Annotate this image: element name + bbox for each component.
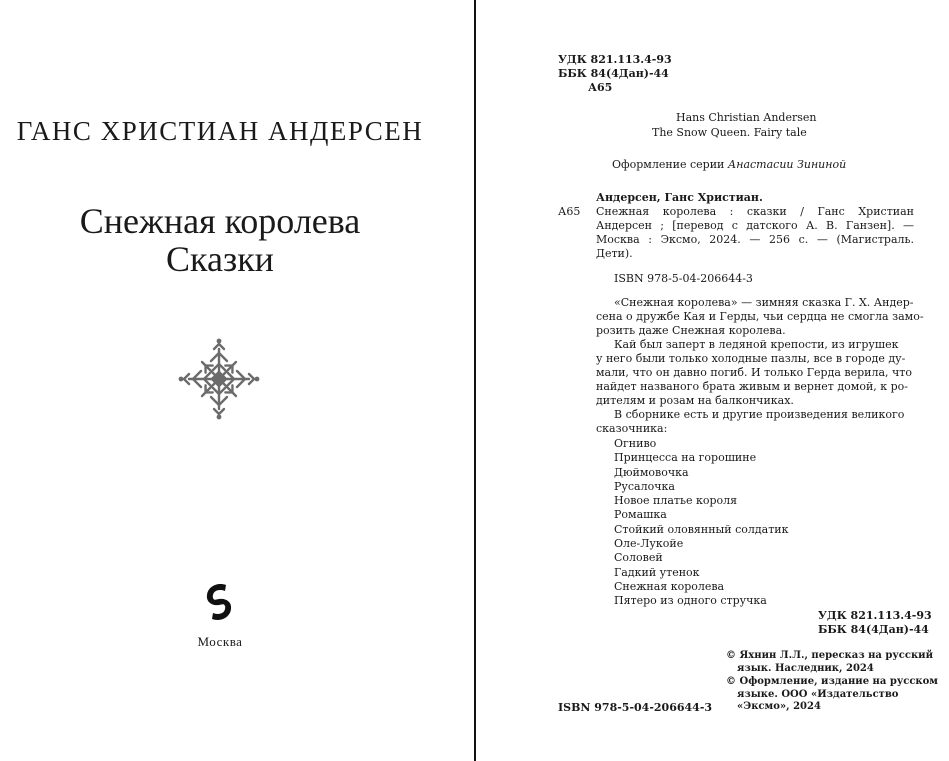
list-item: Стойкий оловянный солдатик [614, 522, 789, 536]
book-title [0, 202, 440, 278]
bbk-code: ББК 84(4Дан)-44 [558, 67, 669, 80]
bib-line-2: Андерсен ; [перевод с датского А. В. Ганзен]. — [596, 219, 914, 232]
list-item: Принцесса на горошине [614, 451, 757, 465]
list-item: Пятеро из одного стручка [614, 594, 767, 608]
series-design-credit [612, 158, 846, 172]
annotation-p2-l1: Кай был заперт в ледяной крепости, из игрушек [614, 338, 899, 351]
annotation-p2-l5: дителям и розам на балкончиках. [596, 394, 794, 407]
series-design-label: Оформление серии [612, 158, 725, 171]
right-page [476, 0, 949, 761]
list-item: Дюймовочка [614, 465, 689, 479]
author-mark: А65 [588, 81, 613, 94]
title-line-2: Сказки [166, 239, 274, 279]
author-mark-2: А65 [558, 205, 581, 218]
original-title: The Snow Queen. Fairy tale [652, 126, 807, 139]
title-line-1: Снежная королева [79, 201, 361, 241]
snowflake-icon [177, 337, 261, 421]
list-item: Новое платье короля [614, 494, 738, 508]
annotation-p2-l4: найдет названого брата живым и вернет домой, к ро- [596, 380, 909, 393]
book-author: ГАНС ХРИСТИАН АНДЕРСЕН [16, 116, 424, 146]
annotation-p3-l2: сказочника: [596, 422, 668, 435]
series-designer: Анастасии Зининой [727, 158, 847, 171]
annotation-p1-l3: розить даже Снежная королева. [596, 324, 786, 337]
bib-line-3: Москва : Эксмо, 2024. — 256 с. — (Магистраль. [596, 233, 914, 246]
left-page [0, 0, 474, 761]
annotation-p2-l2: у него были только холодные пазлы, все в городе ду- [596, 352, 906, 365]
list-item: Ромашка [614, 508, 667, 522]
list-item: Русалочка [614, 479, 675, 493]
isbn-bottom: ISBN 978-5-04-206644-3 [558, 701, 713, 714]
list-item: Снежная королева [614, 579, 725, 593]
original-author: Hans Christian Andersen [676, 111, 817, 124]
list-item: Огниво [614, 437, 657, 450]
catalog-heading: Андерсен, Ганс Христиан. [596, 191, 763, 204]
bib-line-1: Снежная королева : сказки / Ганс Христиан [596, 205, 914, 218]
copyright-design: © Оформление, издание на русском языке. ООО «Издательство «Эксмо», 2024 [726, 676, 938, 712]
annotation-p1-l2: сена о дружбе Кая и Герды, чьи сердца не смогла замо- [596, 310, 924, 323]
isbn-inline: ISBN 978-5-04-206644-3 [614, 272, 753, 285]
annotation-p3-l1: В сборнике есть и другие произведения великого [614, 408, 905, 421]
annotation-p1-l1: «Снежная королева» — зимняя сказка Г. Х. Андер- [614, 296, 914, 309]
bbk-code-bottom: ББК 84(4Дан)-44 [818, 623, 929, 636]
eksmo-logo-icon [200, 580, 238, 624]
bib-line-4: Дети). [596, 247, 633, 260]
copyright-translation: © Яхнин Л.Л., пересказ на русский язык. Наследник, 2024 [726, 650, 934, 674]
udk-code: УДК 821.113.4-93 [558, 53, 672, 66]
contents-list [614, 437, 789, 609]
annotation-p2-l3: мали, что он давно погиб. И только Герда верила, что [596, 366, 913, 379]
publisher-city: Москва [197, 634, 243, 649]
list-item: Соловей [614, 551, 663, 565]
list-item: Гадкий утенок [614, 565, 700, 579]
list-item: Оле-Лукойе [614, 537, 684, 551]
udk-code-bottom: УДК 821.113.4-93 [818, 609, 932, 622]
